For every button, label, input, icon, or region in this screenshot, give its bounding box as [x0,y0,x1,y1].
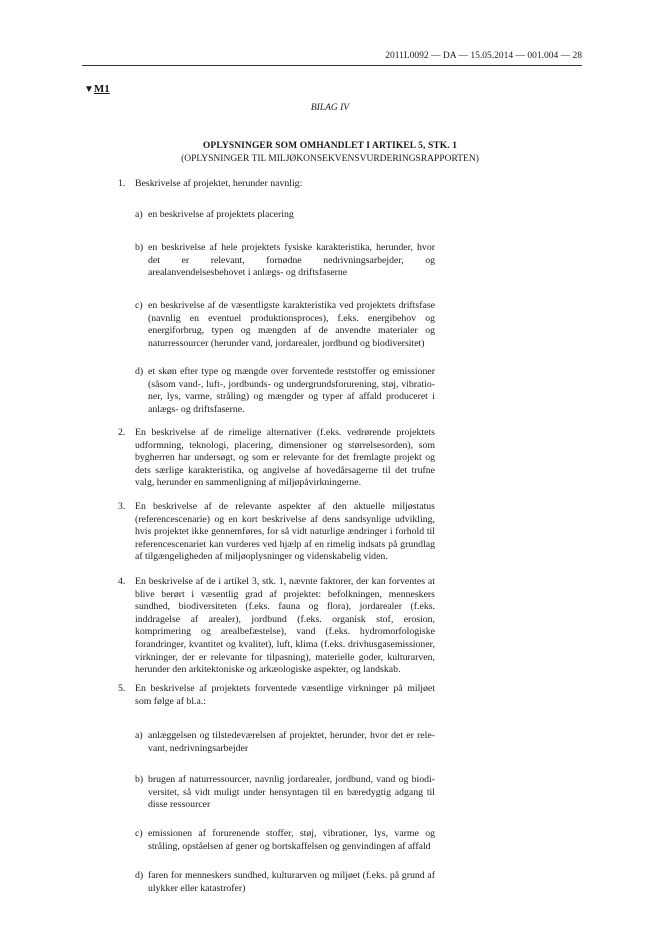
subitem-label: a) [135,209,143,220]
section-heading: OPLYSNINGER SOM OMHANDLET I ARTIKEL 5, STK. 1 [202,141,458,151]
subitem-text: et skøn efter type og mængde over forventede reststoffer og emissioner (såsom vand-, luft-, jordbunds- og undergrundsforurening, støj, vibrationer, lys, varme, stråling) og mængder og typer af affald produceret i anlægs- og driftsfaserne. [148,366,435,415]
subitem-text: anlæggelsen og tilstedeværelsen af projektet, herunder, hvor det er relevant, nedrivningsarbejder [148,730,435,754]
amendment-marker [84,83,110,95]
item-number: 3. [118,501,126,512]
subitem-label: c) [135,300,143,311]
subitem-label: c) [135,828,143,839]
subitem-text: en beskrivelse af projektets placering [148,209,294,220]
document-reference: 2011L0092 — DA — 15.05.2014 — 001.004 — 28 [385,51,582,61]
item-text: En beskrivelse af projektets forventede væsentlige virkninger på miljøet som følge af bl.a.: [135,683,435,707]
subitem-text: faren for menneskers sundhed, kulturarven og miljøet (f.eks. på grund af ulykker eller katastrofer) [148,870,435,894]
item-number: 1. [118,178,126,189]
item-number: 4. [118,576,126,587]
subitem-text: emissionen af forurenende stoffer, støj, vibrationer, lys, varme og stråling, opståelsen af gener og bortskaffelsen og genvindingen af affald [148,828,435,852]
item-text: En beskrivelse af de rimelige alternativer (f.eks. vedrørende projektets udformning, teknologi, placering, dimensioner og størrelsesorden), som bygherren har undersøgt, og som er relevante for det fremlagte projekt og dets særlige karakteristika, og angivelse af hovedårsagerne til det trufne valg, herunder en sammenligning af miljøpåvirkningerne. [135,427,435,489]
amendment-label: M1 [93,83,110,95]
item-number: 2. [118,427,126,438]
section-subheading: (OPLYSNINGER TIL MILJØKONSEKVENSVURDERINGSRAPPORTEN) [181,154,479,164]
subitem-text: en beskrivelse af hele projektets fysiske karakteristika, herunder, hvor det er relevant, fornødne nedrivningsarbejder, og arealanvendelsesbehovet i anlægs- og driftsfaserne [148,242,435,279]
annex-title: BILAG IV [310,103,350,113]
subitem-text: brugen af naturressourcer, navnlig jordarealer, jordbund, vand og biodiversitet, så vidt muligt under hensyntagen til en bæredygtig adgang til disse ressourcer [148,774,435,811]
item-number: 5. [118,683,126,694]
subitem-text: en beskrivelse af de væsentligste karakteristika ved projektets driftsfase (navnlig en eventuel produktionsproces), f.eks. energibehov og energiforbrug, typen og mængden af de anvendte materialer og naturressourcer (herunder vand, jordarealer, jordbund og biodiversitet) [148,300,435,349]
subitem-label: d) [135,366,144,377]
item-text: En beskrivelse af de i artikel 3, stk. 1, nævnte faktorer, der kan forventes at blive berørt i væsentlig grad af projektet: befolkningen, menneskers sundhed, biodiversiteten (f.eks. fauna og flora), jordarealer (f.eks. inddragelse af arealer), jordbund (f.eks. organisk stof, erosion, komprimering og arealbefæstelse), vand (f.eks. hydromorfologiske forandringer, kvantitet og kvalitet), luft, klima (f.eks. drivhusgasemissioner, virkninger, der er relevante for tilpasning), materielle goder, kulturarven, herunder den arkitektoniske og arkæologiske aspekter, og landskab. [135,576,435,676]
subitem-label: b) [135,774,144,785]
subitem-label: d) [135,870,144,881]
item-text: En beskrivelse af de relevante aspekter af den aktuelle miljøstatus (referencescenarie) og en kort beskrivelse af dens sandsynlige udvikling, hvis projektet ikke gennemføres, for så vidt naturlige ændringer i forhold til referencescenariet kan vurderes ved hjælp af en rimelig indsats på grundlag af tilgængeligheden af miljøoplysninger og videnskabelig viden. [135,501,435,563]
item-text: Beskrivelse af projektet, herunder navnlig: [135,178,303,189]
subitem-label: a) [135,730,143,741]
subitem-label: b) [135,242,144,253]
page-header [82,50,582,66]
triangle-down-icon: ▼ [84,84,94,95]
